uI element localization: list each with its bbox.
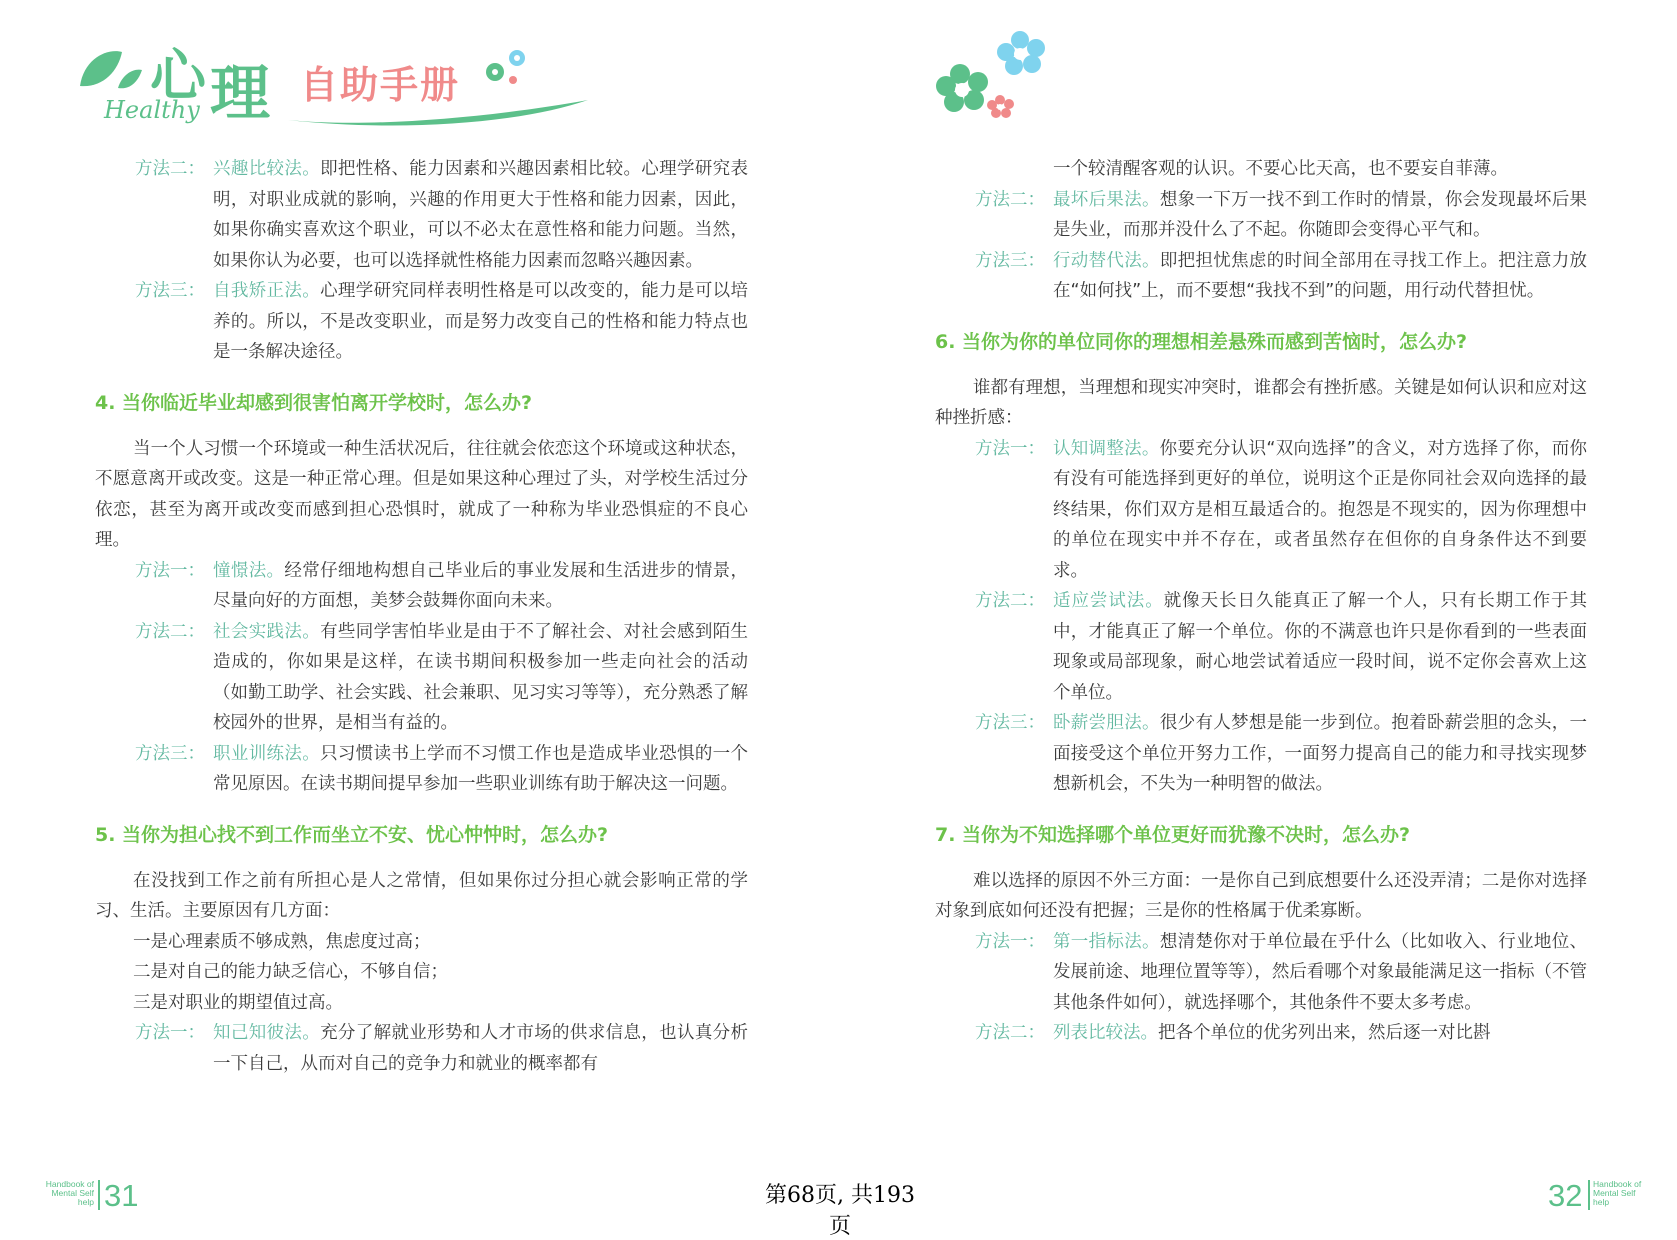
leaf-icon <box>78 46 144 94</box>
method-name: 列表比较法。 <box>1053 1023 1158 1043</box>
method-item <box>935 434 1587 587</box>
continued-text: 一个较清醒客观的认识。不要心比天高，也不要妄自菲薄。 <box>1053 159 1508 179</box>
method-text: 想象一下万一找不到工作时的情景，你会发现最坏后果是失业，而那并没什么了不起。你随即会变得心平气和。 <box>1053 189 1588 240</box>
method-text: 心理学研究同样表明性格是可以改变的，能力是可以培养的。所以，不是改变职业，而是努力改变自己的性格和能力特点也是一条解决途径。 <box>213 281 749 362</box>
footer-handbook-label: Handbook of Mental Self help <box>45 1179 94 1207</box>
question-heading-5: 5. 当你为担心找不到工作而坐立不安、忧心忡忡时，怎么办? <box>95 823 609 846</box>
method-text: 把各个单位的优劣列出来，然后逐一对比斟 <box>1158 1023 1491 1043</box>
method-label: 方法三： <box>975 250 1045 271</box>
method-text: 充分了解就业形势和人才市场的供求信息，也认真分析一下自己，从而对自己的竞争力和就业的概率都有 <box>213 1023 749 1074</box>
method-label: 方法二： <box>135 159 205 179</box>
method-label: 方法一： <box>135 560 205 581</box>
logo-char-xin: 心 <box>150 43 206 109</box>
method-name: 认知调整法。 <box>1053 438 1160 459</box>
question-heading-6: 6. 当你为你的单位同你的理想相差悬殊而感到苦恼时，怎么办? <box>935 330 1468 353</box>
question-heading-7: 7. 当你为不知选择哪个单位更好而犹豫不决时，怎么办? <box>935 823 1411 846</box>
method-label: 方法三： <box>135 281 205 301</box>
method-label: 方法三： <box>135 743 205 764</box>
footer-handbook-label: Handbook of Mental Self help <box>1593 1179 1642 1207</box>
method-text: 很少有人梦想是能一步到位。抱着卧薪尝胆的念头，一面接受这个单位开努力工作，一面努力提高自己的能力和寻找实现梦想新机会，不失为一种明智的做法。 <box>1053 713 1588 794</box>
method-item <box>95 617 748 739</box>
method-item <box>95 1018 748 1079</box>
paragraph: 谁都有理想，当理想和现实冲突时，谁都会有挫折感。关键是如何认识和应对这种挫折感： <box>935 377 1587 428</box>
logo-subtitle: 自助手册 <box>300 63 461 107</box>
method-item <box>95 556 748 617</box>
method-text: 即把性格、能力因素和兴趣因素相比较。心理学研究表明，对职业成就的影响，兴趣的作用更大于性格和能力因素，因此，如果你确实喜欢这个职业，可以不必太在意性格和能力问题。当然，如果你认为必要，也可以选择就性格能力因素而忽略兴趣因素。 <box>213 159 749 271</box>
logo-healthy: Healthy <box>104 96 200 124</box>
left-text-column <box>95 154 748 1079</box>
flowers-decoration <box>930 30 1060 130</box>
method-name: 社会实践法。 <box>213 621 321 642</box>
method-text: 想清楚你对于单位最在乎什么（比如收入、行业地位、发展前途、地理位置等等），然后看哪个对象最能满足这一指标（不管其他条件如何），就选择哪个，其他条件不要太多考虑。 <box>1053 931 1588 1013</box>
logo-char-li: 理 <box>210 59 270 129</box>
paragraph: 当一个人习惯一个环境或一种生活状况后，往往就会依恋这个环境或这种状态，不愿意离开或改变。这是一种正常心理。但是如果这种心理过了头，对学校生活过分依恋，甚至为离开或改变而感到担心恐惧时，就成了一种称为毕业恐惧症的不良心理。 <box>95 438 748 550</box>
page-counter: 第68页, 共193页 <box>765 1183 915 1239</box>
method-text: 经常仔细地构想自己毕业后的事业发展和生活进步的情景，尽量向好的方面想，美梦会鼓舞你面向未来。 <box>213 560 749 611</box>
method-text: 你要充分认识“双向选择”的含义，对方选择了你，而你有没有可能选择到更好的单位，说明这个正是你同社会双向选择的最终结果，你们双方是相互最适合的。抱怨是不现实的，因为你理想中的单位在现实中并不存在，或者虽然存在但你的自身条件达不到要求。 <box>1053 438 1587 581</box>
method-name: 卧薪尝胆法。 <box>1053 713 1160 733</box>
flower-icon <box>483 46 533 90</box>
method-label: 方法二： <box>975 1023 1045 1043</box>
footer-divider <box>98 1180 100 1210</box>
reason-line: 二是对自己的能力缺乏信心，不够自信； <box>133 962 448 982</box>
paragraph: 在没找到工作之前有所担心是人之常情，但如果你过分担心就会影响正常的学习、生活。主要原因有几方面： <box>95 870 748 921</box>
method-label: 方法一： <box>135 1023 205 1043</box>
method-item <box>935 1018 1587 1049</box>
method-label: 方法二： <box>135 621 205 642</box>
question-heading-4: 4. 当你临近毕业却感到很害怕离开学校时，怎么办? <box>95 391 533 414</box>
method-item <box>95 154 748 276</box>
method-name: 憧憬法。 <box>213 560 285 581</box>
method-name: 职业训练法。 <box>213 743 321 764</box>
method-item <box>935 708 1587 800</box>
footer-divider <box>1588 1180 1590 1210</box>
method-label: 方法一： <box>975 438 1045 459</box>
method-label: 方法二： <box>975 189 1045 210</box>
method-name: 兴趣比较法。 <box>213 159 321 179</box>
method-name: 自我矫正法。 <box>213 281 321 301</box>
method-item <box>95 739 748 800</box>
method-label: 方法二： <box>975 591 1045 611</box>
method-item <box>935 927 1587 1019</box>
paragraph: 难以选择的原因不外三方面：一是你自己到底想要什么还没弄清；二是你对选择对象到底如何还没有把握；三是你的性格属于优柔寡断。 <box>935 870 1587 921</box>
reason-line: 三是对职业的期望值过高。 <box>133 992 343 1013</box>
page-number: 31 <box>104 1178 139 1213</box>
method-item <box>95 276 748 368</box>
method-item <box>935 185 1587 246</box>
method-item <box>935 246 1587 307</box>
swoosh-decoration <box>288 94 588 128</box>
handbook-logo <box>78 38 558 138</box>
method-label: 方法一： <box>975 931 1045 952</box>
method-name: 知己知彼法。 <box>213 1023 321 1043</box>
method-text: 就像天长日久能真正了解一个人，只有长期工作于其中，才能真正了解一个单位。你的不满意也许只是你看到的一些表面现象或局部现象，耐心地尝试着适应一段时间，说不定你会喜欢上这个单位。 <box>1053 591 1588 703</box>
method-text: 有些同学害怕毕业是由于不了解社会、对社会感到陌生造成的，你如果是这样，在读书期间积极参加一些走向社会的活动（如勤工助学、社会实践、社会兼职、见习实习等等），充分熟悉了解校园外的世界，是相当有益的。 <box>213 621 749 733</box>
method-name: 行动替代法。 <box>1053 250 1160 271</box>
method-name: 适应尝试法。 <box>1053 591 1164 611</box>
method-text: 只习惯读书上学而不习惯工作也是造成毕业恐惧的一个常见原因。在读书期间提早参加一些职业训练有助于解决这一问题。 <box>213 743 749 794</box>
method-name: 第一指标法。 <box>1053 931 1160 952</box>
method-text: 即把担忧焦虑的时间全部用在寻找工作上。把注意力放在“如何找”上，而不要想“我找不到”的问题，用行动代替担忧。 <box>1053 250 1588 301</box>
left-page <box>0 0 838 1240</box>
right-page <box>838 0 1677 1240</box>
right-text-column <box>935 154 1587 1049</box>
method-label: 方法三： <box>975 713 1045 733</box>
page-number: 32 <box>1548 1178 1583 1213</box>
method-item <box>935 586 1587 708</box>
reason-line: 一是心理素质不够成熟，焦虑度过高； <box>133 931 431 952</box>
method-name: 最坏后果法。 <box>1053 189 1160 210</box>
